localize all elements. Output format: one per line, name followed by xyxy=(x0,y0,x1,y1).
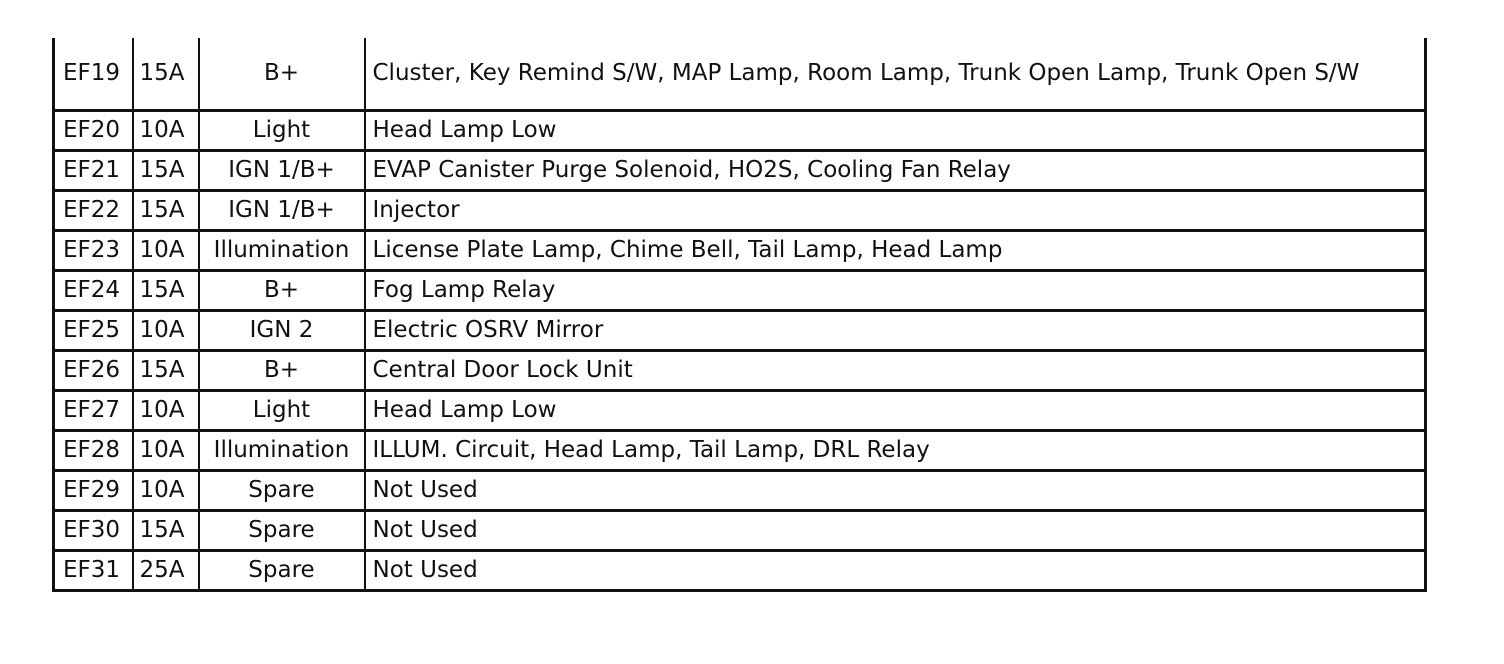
circuit-description-cell: EVAP Canister Purge Solenoid, HO2S, Cooling Fan Relay xyxy=(365,150,1426,190)
fuse-id-cell: EF24 xyxy=(54,270,133,310)
power-source-cell: Spare xyxy=(199,470,365,510)
fuse-id-cell: EF31 xyxy=(54,550,133,590)
table-row xyxy=(54,38,1426,110)
circuit-description-cell: Head Lamp Low xyxy=(365,110,1426,150)
power-source-cell: Spare xyxy=(199,550,365,590)
table-row xyxy=(54,150,1426,190)
circuit-description-cell: Electric OSRV Mirror xyxy=(365,310,1426,350)
amperage-cell: 10A xyxy=(133,430,199,470)
circuit-description-cell: Not Used xyxy=(365,550,1426,590)
fuse-id-cell: EF20 xyxy=(54,110,133,150)
circuit-description-cell: Cluster, Key Remind S/W, MAP Lamp, Room Lamp, Trunk Open Lamp, Trunk Open S/W xyxy=(365,38,1426,110)
fuse-id-cell: EF22 xyxy=(54,190,133,230)
power-source-cell: Illumination xyxy=(199,430,365,470)
power-source-cell: IGN 1/B+ xyxy=(199,150,365,190)
power-source-cell: B+ xyxy=(199,350,365,390)
fuse-table xyxy=(52,38,1427,592)
power-source-cell: Light xyxy=(199,110,365,150)
fuse-id-cell: EF25 xyxy=(54,310,133,350)
circuit-description-cell: Not Used xyxy=(365,510,1426,550)
table-row xyxy=(54,310,1426,350)
amperage-cell: 10A xyxy=(133,470,199,510)
power-source-cell: Illumination xyxy=(199,230,365,270)
fuse-id-cell: EF19 xyxy=(54,38,133,110)
fuse-id-cell: EF29 xyxy=(54,470,133,510)
table-row xyxy=(54,190,1426,230)
fuse-id-cell: EF30 xyxy=(54,510,133,550)
fuse-id-cell: EF27 xyxy=(54,390,133,430)
table-row xyxy=(54,110,1426,150)
table-row xyxy=(54,350,1426,390)
circuit-description-cell: Fog Lamp Relay xyxy=(365,270,1426,310)
circuit-description-cell: License Plate Lamp, Chime Bell, Tail Lamp, Head Lamp xyxy=(365,230,1426,270)
table-row xyxy=(54,510,1426,550)
amperage-cell: 15A xyxy=(133,150,199,190)
circuit-description-cell: Not Used xyxy=(365,470,1426,510)
circuit-description-cell: Head Lamp Low xyxy=(365,390,1426,430)
table-row xyxy=(54,550,1426,590)
amperage-cell: 10A xyxy=(133,310,199,350)
fuse-table-body xyxy=(54,38,1426,590)
fuse-id-cell: EF23 xyxy=(54,230,133,270)
circuit-description-cell: Central Door Lock Unit xyxy=(365,350,1426,390)
fuse-id-cell: EF28 xyxy=(54,430,133,470)
amperage-cell: 25A xyxy=(133,550,199,590)
amperage-cell: 10A xyxy=(133,390,199,430)
power-source-cell: Spare xyxy=(199,510,365,550)
amperage-cell: 15A xyxy=(133,510,199,550)
amperage-cell: 15A xyxy=(133,270,199,310)
table-row xyxy=(54,270,1426,310)
amperage-cell: 10A xyxy=(133,230,199,270)
power-source-cell: Light xyxy=(199,390,365,430)
table-row xyxy=(54,470,1426,510)
amperage-cell: 15A xyxy=(133,350,199,390)
amperage-cell: 10A xyxy=(133,110,199,150)
table-row xyxy=(54,230,1426,270)
circuit-description-cell: ILLUM. Circuit, Head Lamp, Tail Lamp, DRL Relay xyxy=(365,430,1426,470)
power-source-cell: IGN 2 xyxy=(199,310,365,350)
power-source-cell: IGN 1/B+ xyxy=(199,190,365,230)
power-source-cell: B+ xyxy=(199,270,365,310)
amperage-cell: 15A xyxy=(133,190,199,230)
table-row xyxy=(54,430,1426,470)
circuit-description-cell: Injector xyxy=(365,190,1426,230)
table-row xyxy=(54,390,1426,430)
fuse-id-cell: EF21 xyxy=(54,150,133,190)
power-source-cell: B+ xyxy=(199,38,365,110)
fuse-id-cell: EF26 xyxy=(54,350,133,390)
amperage-cell: 15A xyxy=(133,38,199,110)
